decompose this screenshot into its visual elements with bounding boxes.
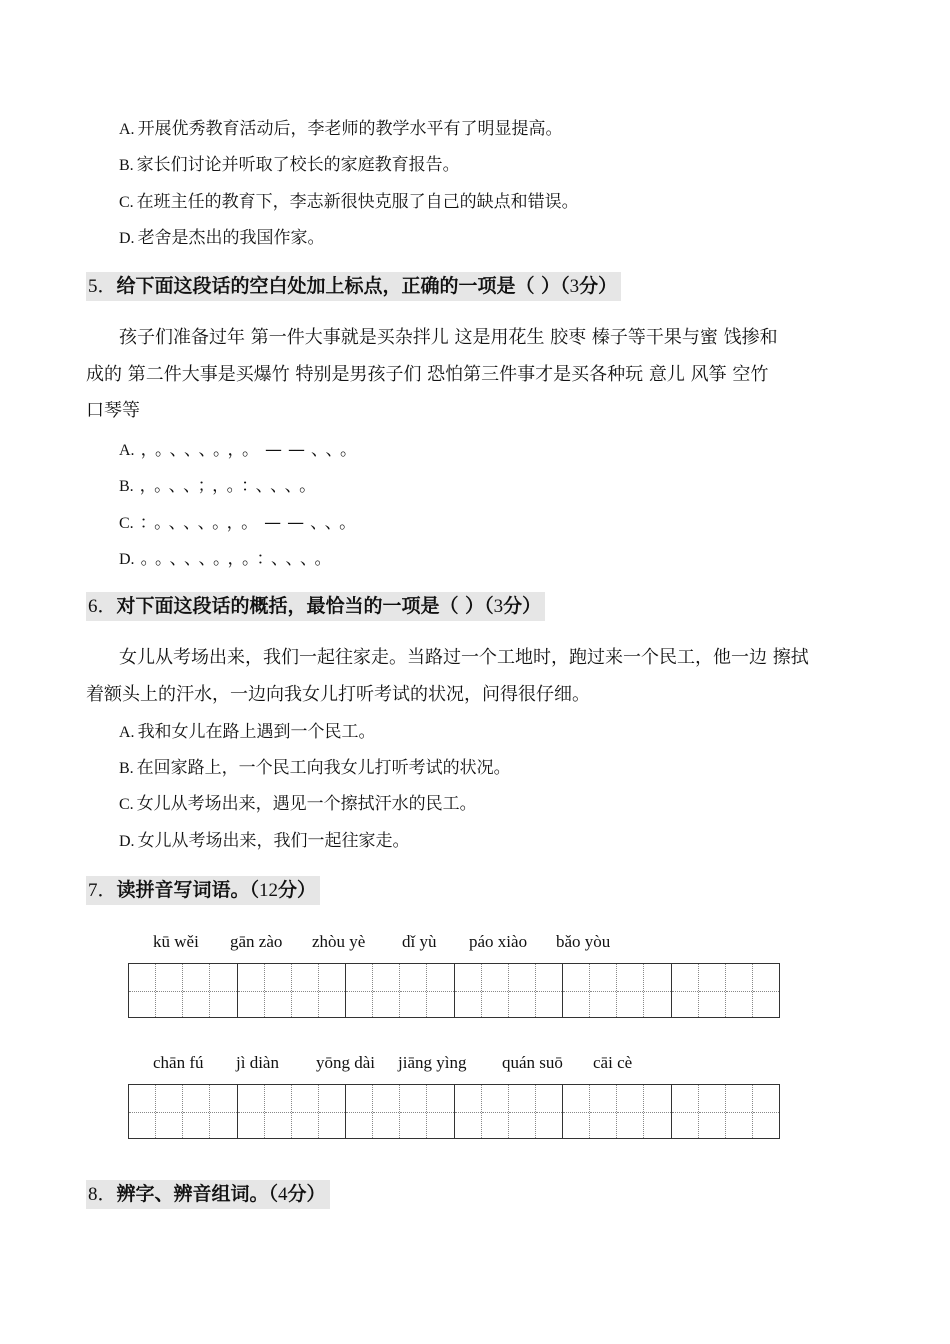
q7-heading bbox=[86, 876, 320, 905]
option-label: B. bbox=[119, 478, 134, 495]
writing-cell[interactable] bbox=[265, 964, 292, 1017]
writing-cell[interactable] bbox=[563, 964, 590, 1017]
points-suffix: 分） bbox=[278, 879, 317, 901]
pinyin-2: gān zào bbox=[230, 932, 283, 951]
writing-grid-row-1[interactable] bbox=[128, 963, 780, 1018]
option-marks: ，。、、、。，。——、、。 bbox=[140, 440, 364, 460]
option-label: C. bbox=[119, 796, 134, 813]
pinyin-6: bǎo yòu bbox=[556, 932, 611, 951]
writing-cell[interactable] bbox=[427, 1085, 454, 1138]
writing-cell[interactable] bbox=[373, 1085, 400, 1138]
question-title: 对下面这段话的概括，最恰当的一项是（ ）（ bbox=[116, 595, 494, 617]
pinyin-11: quán suō bbox=[502, 1053, 563, 1072]
pinyin-10: jiāng yìng bbox=[398, 1053, 467, 1072]
option-text: 开展优秀教育活动后，李老师的教学水平有了明显提高。 bbox=[137, 119, 563, 139]
writing-cell[interactable] bbox=[183, 964, 210, 1017]
writing-cell[interactable] bbox=[726, 1085, 753, 1138]
option-marks: ，。、、；，。：、、、。 bbox=[139, 476, 323, 496]
pinyin-1: kū wěi bbox=[153, 932, 199, 951]
option-marks: 。。、、、。，。：、、、。 bbox=[140, 549, 338, 569]
question-points: 3 bbox=[569, 276, 580, 297]
writing-cell[interactable] bbox=[455, 964, 482, 1017]
writing-cell[interactable] bbox=[210, 964, 237, 1017]
writing-cell[interactable] bbox=[509, 964, 536, 1017]
question-number: 8． bbox=[88, 1184, 117, 1205]
writing-grid-row-2[interactable] bbox=[128, 1084, 780, 1139]
writing-cell[interactable] bbox=[672, 964, 699, 1017]
option-label: C. bbox=[119, 515, 134, 532]
writing-cell[interactable] bbox=[590, 1085, 617, 1138]
option-label: B. bbox=[119, 157, 134, 174]
writing-cell[interactable] bbox=[726, 964, 753, 1017]
points-suffix: 分） bbox=[287, 1183, 326, 1205]
q5-option-a bbox=[119, 438, 363, 463]
writing-cell[interactable] bbox=[617, 1085, 644, 1138]
q5-option-b bbox=[119, 474, 322, 499]
question-title: 读拼音写词语。（ bbox=[116, 879, 260, 901]
writing-cell[interactable] bbox=[509, 1085, 536, 1138]
writing-cell[interactable] bbox=[427, 964, 454, 1017]
option-text: 在回家路上，一个民工向我女儿打听考试的状况。 bbox=[136, 758, 511, 778]
writing-cell[interactable] bbox=[644, 1085, 671, 1138]
writing-cell[interactable] bbox=[536, 1085, 563, 1138]
question-number: 6． bbox=[88, 596, 117, 617]
writing-cell[interactable] bbox=[292, 1085, 319, 1138]
writing-cell[interactable] bbox=[563, 1085, 590, 1138]
q6-passage-line-1: 女儿从考场出来，我们一起往家走。当路过一个工地时，跑过来一个民工，他一边 擦拭 bbox=[119, 647, 809, 668]
question-title: 辨字、辨音组词。（ bbox=[116, 1183, 279, 1205]
option-label: D. bbox=[119, 551, 135, 568]
pinyin-8: jì diàn bbox=[236, 1053, 279, 1072]
option-text: 家长们讨论并听取了校长的家庭教育报告。 bbox=[136, 155, 460, 175]
writing-cell[interactable] bbox=[482, 1085, 509, 1138]
writing-cell[interactable] bbox=[238, 1085, 265, 1138]
option-label: A. bbox=[119, 121, 135, 138]
writing-cell[interactable] bbox=[400, 964, 427, 1017]
writing-cell[interactable] bbox=[699, 1085, 726, 1138]
q4-option-a bbox=[119, 117, 563, 142]
question-points: 4 bbox=[278, 1184, 288, 1205]
q4-option-b bbox=[119, 153, 460, 178]
q6-option-d bbox=[119, 829, 410, 854]
points-suffix: 分） bbox=[579, 275, 618, 297]
question-title: 给下面这段话的空白处加上标点，正确的一项是（ ）（ bbox=[116, 275, 570, 297]
q5-passage-line-2: 成的 第二件大事是买爆竹 特别是男孩子们 恐怕第三件事才是买各种玩 意儿 风筝 空竹 bbox=[86, 364, 769, 385]
pinyin-4: dǐ yù bbox=[402, 932, 437, 951]
q6-option-b bbox=[119, 756, 511, 781]
writing-cell[interactable] bbox=[346, 1085, 373, 1138]
q8-heading bbox=[86, 1180, 330, 1209]
option-label: D. bbox=[119, 230, 135, 247]
writing-cell[interactable] bbox=[265, 1085, 292, 1138]
q6-option-a bbox=[119, 720, 376, 745]
writing-cell[interactable] bbox=[536, 964, 563, 1017]
writing-cell[interactable] bbox=[156, 964, 183, 1017]
writing-cell[interactable] bbox=[238, 964, 265, 1017]
writing-cell[interactable] bbox=[753, 964, 779, 1017]
writing-cell[interactable] bbox=[644, 964, 671, 1017]
question-number: 7． bbox=[88, 880, 117, 901]
writing-cell[interactable] bbox=[672, 1085, 699, 1138]
pinyin-5: páo xiào bbox=[469, 932, 528, 951]
q5-passage-line-3: 口琴等 bbox=[86, 400, 140, 421]
writing-cell[interactable] bbox=[753, 1085, 779, 1138]
writing-cell[interactable] bbox=[319, 1085, 346, 1138]
pinyin-12: cāi cè bbox=[593, 1053, 633, 1072]
q5-heading bbox=[86, 272, 621, 301]
q4-option-c bbox=[119, 190, 579, 215]
q6-heading bbox=[86, 592, 545, 621]
pinyin-9: yōng dài bbox=[316, 1053, 376, 1072]
question-number: 5． bbox=[88, 276, 117, 297]
q5-passage-line-1: 孩子们准备过年 第一件大事就是买杂拌儿 这是用花生 胶枣 榛子等干果与蜜 饯掺和 bbox=[119, 327, 778, 348]
option-label: A. bbox=[119, 724, 135, 741]
writing-cell[interactable] bbox=[129, 964, 156, 1017]
option-text: 在班主任的教育下，李志新很快克服了自己的缺点和错误。 bbox=[136, 192, 579, 212]
writing-cell[interactable] bbox=[292, 964, 319, 1017]
option-marks: ：。、、、。，。——、、。 bbox=[139, 513, 363, 533]
option-label: C. bbox=[119, 194, 134, 211]
q6-passage-line-2: 着额头上的汗水，一边向我女儿打听考试的状况，问得很仔细。 bbox=[86, 684, 590, 705]
pinyin-3: zhòu yè bbox=[312, 932, 366, 951]
writing-cell[interactable] bbox=[590, 964, 617, 1017]
writing-cell[interactable] bbox=[156, 1085, 183, 1138]
writing-cell[interactable] bbox=[482, 964, 509, 1017]
option-text: 老舍是杰出的我国作家。 bbox=[137, 228, 325, 248]
option-text: 女儿从考场出来，我们一起往家走。 bbox=[137, 831, 410, 851]
writing-cell[interactable] bbox=[129, 1085, 156, 1138]
option-text: 女儿从考场出来，遇见一个擦拭汗水的民工。 bbox=[136, 794, 477, 814]
writing-cell[interactable] bbox=[617, 964, 644, 1017]
writing-cell[interactable] bbox=[210, 1085, 237, 1138]
writing-cell[interactable] bbox=[400, 1085, 427, 1138]
points-suffix: 分） bbox=[503, 595, 542, 617]
writing-cell[interactable] bbox=[455, 1085, 482, 1138]
option-text: 我和女儿在路上遇到一个民工。 bbox=[137, 722, 376, 742]
option-label: A. bbox=[119, 442, 135, 459]
writing-cell[interactable] bbox=[319, 964, 346, 1017]
q5-option-d bbox=[119, 547, 338, 572]
writing-cell[interactable] bbox=[346, 964, 373, 1017]
option-label: B. bbox=[119, 760, 134, 777]
question-points: 12 bbox=[259, 880, 279, 901]
q6-option-c bbox=[119, 792, 477, 817]
writing-cell[interactable] bbox=[373, 964, 400, 1017]
writing-cell[interactable] bbox=[699, 964, 726, 1017]
pinyin-7: chān fú bbox=[153, 1053, 204, 1072]
q5-option-c bbox=[119, 511, 362, 536]
q4-option-d bbox=[119, 226, 325, 251]
writing-cell[interactable] bbox=[183, 1085, 210, 1138]
question-points: 3 bbox=[493, 596, 504, 617]
option-label: D. bbox=[119, 833, 135, 850]
